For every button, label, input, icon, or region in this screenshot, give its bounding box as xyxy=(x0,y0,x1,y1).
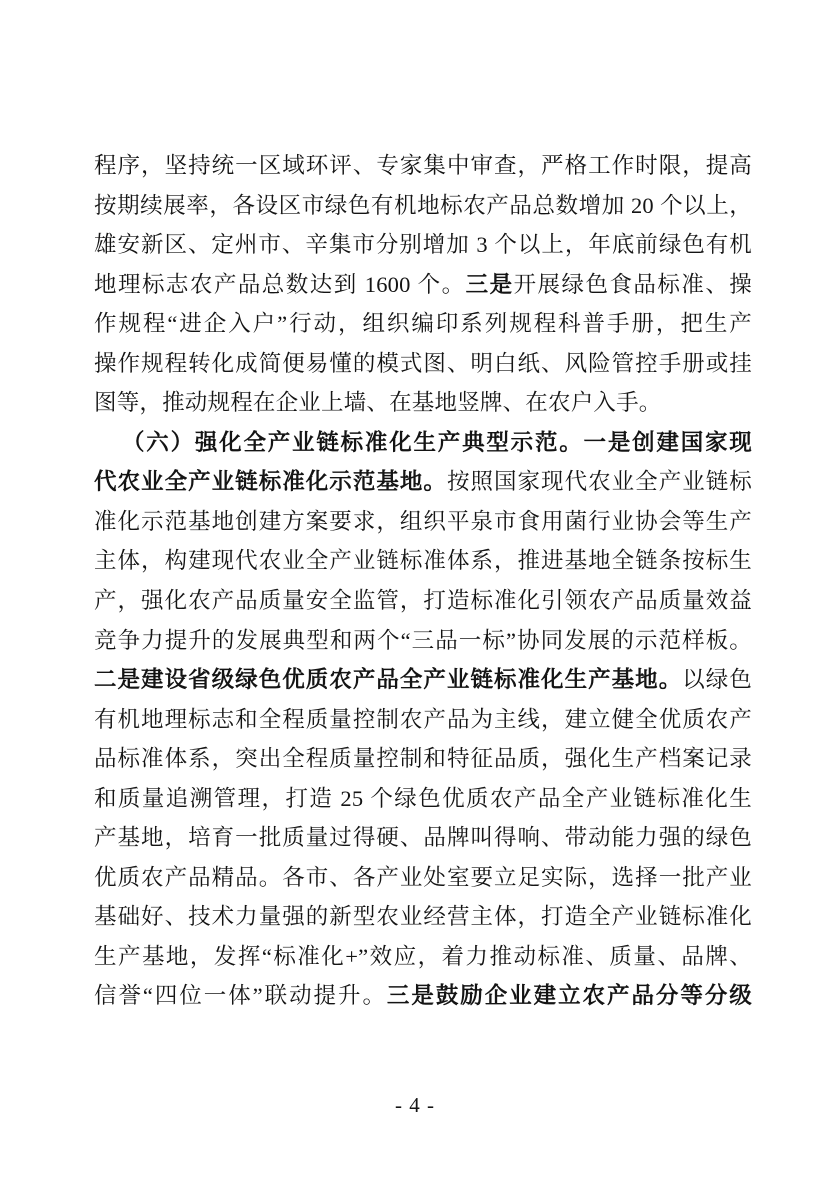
text-line xyxy=(94,502,752,542)
page-number: - 4 - xyxy=(395,1093,435,1117)
text-segment-bold: 三是鼓励企业建立农产品分等分级 xyxy=(386,983,752,1009)
text-line xyxy=(94,462,752,502)
text-segment: 有机地理标志和全程质量控制农产品为主线，建立健全优质农产 xyxy=(94,706,752,732)
text-line xyxy=(94,818,752,858)
text-segment: 产，强化农产品质量安全监管，打造标准化引领农产品质量效益 xyxy=(94,588,752,614)
text-segment: 主体，构建现代农业全产业链标准体系，推进基地全链条按标生 xyxy=(94,548,752,574)
text-segment: 和质量追溯管理，打造 25 个绿色优质农产品全产业链标准化生 xyxy=(94,785,752,811)
text-line xyxy=(94,225,752,265)
text-segment: 操作规程转化成简便易懂的模式图、明白纸、风险管控手册或挂 xyxy=(94,350,752,376)
text-segment: 以绿色 xyxy=(682,667,752,693)
text-line xyxy=(94,779,752,819)
text-segment: 作规程“进企入户”行动，组织编印系列规程科普手册，把生产 xyxy=(94,311,752,337)
text-line xyxy=(94,265,752,305)
text-line xyxy=(94,976,752,1016)
text-segment: 产基地，培育一批质量过得硬、品牌叫得响、带动能力强的绿色 xyxy=(94,825,752,851)
text-segment: 地理标志农产品总数达到 1600 个。 xyxy=(94,271,466,297)
text-line xyxy=(94,383,752,423)
text-segment: 竞争力提升的发展典型和两个“三品一标”协同发展的示范样板。 xyxy=(94,627,752,653)
text-line xyxy=(94,344,752,384)
text-segment-bold: 代农业全产业链标准化示范基地。 xyxy=(94,469,447,495)
text-line xyxy=(94,858,752,898)
text-segment: 优质农产品精品。各市、各产业处室要立足实际，选择一批产业 xyxy=(94,864,752,890)
text-line xyxy=(94,146,752,186)
text-segment-bold: （六）强化全产业链标准化生产典型示范。一是创建国家现 xyxy=(122,429,752,455)
text-line xyxy=(94,660,752,700)
text-segment: 按期续展率，各设区市绿色有机地标农产品总数增加 20 个以上， xyxy=(94,192,752,218)
text-line xyxy=(94,186,752,226)
text-segment: 开展绿色食品标准、操 xyxy=(513,271,752,297)
text-line xyxy=(94,541,752,581)
text-segment: 基础好、技术力量强的新型农业经营主体，打造全产业链标准化 xyxy=(94,904,752,930)
text-segment: 信誉“四位一体”联动提升。 xyxy=(94,983,387,1009)
text-segment: 雄安新区、定州市、辛集市分别增加 3 个以上，年底前绿色有机 xyxy=(94,232,752,258)
text-line xyxy=(94,621,752,661)
text-segment: 按照国家现代农业全产业链标 xyxy=(446,469,752,495)
text-line xyxy=(94,897,752,937)
text-line xyxy=(94,700,752,740)
text-line xyxy=(94,581,752,621)
text-segment: 生产基地，发挥“标准化+”效应，着力推动标准、质量、品牌、 xyxy=(94,943,752,969)
text-segment-bold: 三是 xyxy=(465,271,514,297)
document-body xyxy=(94,146,752,1016)
text-segment: 程序，坚持统一区域环评、专家集中审查，严格工作时限，提高 xyxy=(94,153,752,178)
text-line xyxy=(94,937,752,977)
text-line xyxy=(94,423,752,463)
text-line xyxy=(94,739,752,779)
text-line xyxy=(94,304,752,344)
text-segment-bold: 二是建设省级绿色优质农产品全产业链标准化生产基地。 xyxy=(94,667,683,693)
text-segment: 图等，推动规程在企业上墙、在基地竖牌、在农户入手。 xyxy=(94,390,662,416)
text-segment: 准化示范基地创建方案要求，组织平泉市食用菌行业协会等生产 xyxy=(94,508,752,534)
text-segment: 品标准体系，突出全程质量控制和特征品质，强化生产档案记录 xyxy=(94,746,752,772)
